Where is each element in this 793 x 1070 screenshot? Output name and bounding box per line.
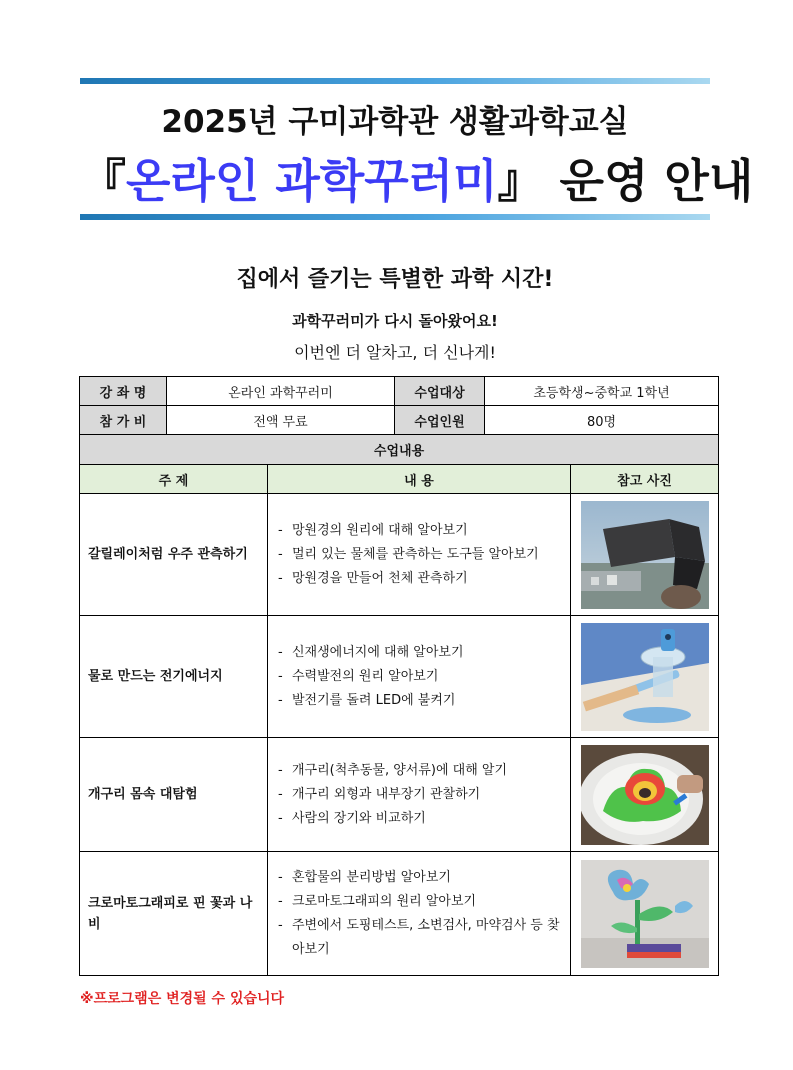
list-item: - 개구리(척추동물, 양서류)에 대해 알기: [278, 759, 560, 783]
table-row: [80, 738, 719, 852]
list-item: - 발전기를 돌려 LED에 불켜기: [278, 689, 560, 713]
list-item: - 멀리 있는 물체를 관측하는 도구들 알아보기: [278, 543, 560, 567]
generator-image: [581, 623, 709, 731]
row-topic: 갈릴레이처럼 우주 관측하기: [80, 494, 268, 616]
section-header: 수업내용: [80, 435, 719, 465]
list-item: - 망원경을 만들어 천체 관측하기: [278, 567, 560, 591]
telescope-photo: [571, 494, 719, 616]
page-title-line2: [80, 145, 754, 211]
title-bracket-open: 『: [80, 154, 126, 208]
intro-headline: 집에서 즐기는 특별한 과학 시간!: [236, 267, 554, 292]
intro-line3: 이번엔 더 알차고, 더 신나게!: [294, 343, 496, 362]
col-content-header: 내 용: [268, 465, 571, 494]
row-topic: 물로 만드는 전기에너지: [80, 616, 268, 738]
table-row: [80, 616, 719, 738]
table-row: [80, 852, 719, 976]
page-title-line1: 2025년 구미과학관 생활과학교실: [161, 104, 629, 140]
title-rest: 운영 안내: [559, 154, 754, 208]
frog-model-photo: [571, 738, 719, 852]
fee-label: 참 가 비: [80, 406, 167, 435]
telescope-image: [581, 501, 709, 609]
header-top-bar: [80, 78, 710, 84]
list-item: - 사람의 장기와 비교하기: [278, 807, 560, 831]
table-row: [80, 494, 719, 616]
list-item: - 망원경의 원리에 대해 알아보기: [278, 519, 560, 543]
target-value: 초등학생~중학교 1학년: [485, 377, 719, 406]
course-value: 온라인 과학꾸러미: [167, 377, 395, 406]
header-bottom-bar: [80, 214, 710, 220]
row-content: [268, 494, 571, 616]
frog-image: [581, 745, 709, 845]
row-topic: 개구리 몸속 대탐험: [80, 738, 268, 852]
course-label: 강 좌 명: [80, 377, 167, 406]
list-item: - 주변에서 도핑테스트, 소변검사, 마약검사 등 찾아보기: [278, 914, 560, 962]
program-table: [79, 376, 719, 976]
list-item: - 크로마토그래피의 원리 알아보기: [278, 890, 560, 914]
col-topic-header: 주 제: [80, 465, 268, 494]
target-label: 수업대상: [395, 377, 485, 406]
list-item: - 수력발전의 원리 알아보기: [278, 665, 560, 689]
list-item: - 신재생에너지에 대해 알아보기: [278, 641, 560, 665]
row-topic: 크로마토그래피로 핀 꽃과 나비: [80, 852, 268, 976]
list-item: - 혼합물의 분리방법 알아보기: [278, 866, 560, 890]
col-photo-header: 참고 사진: [571, 465, 719, 494]
fee-value: 전액 무료: [167, 406, 395, 435]
title-bracket-close: 』: [497, 154, 544, 208]
row-content: [268, 852, 571, 976]
flower-image: [581, 860, 709, 968]
capacity-label: 수업인원: [395, 406, 485, 435]
list-item: - 개구리 외형과 내부장기 관찰하기: [278, 783, 560, 807]
chromatography-flower-photo: [571, 852, 719, 976]
row-content: [268, 738, 571, 852]
title-highlight: 온라인 과학꾸러미: [126, 154, 498, 208]
intro-line2: 과학꾸러미가 다시 돌아왔어요!: [292, 312, 498, 330]
water-generator-photo: [571, 616, 719, 738]
change-notice: ※프로그램은 변경될 수 있습니다: [80, 991, 285, 1007]
row-content: [268, 616, 571, 738]
capacity-value: 80명: [485, 406, 719, 435]
